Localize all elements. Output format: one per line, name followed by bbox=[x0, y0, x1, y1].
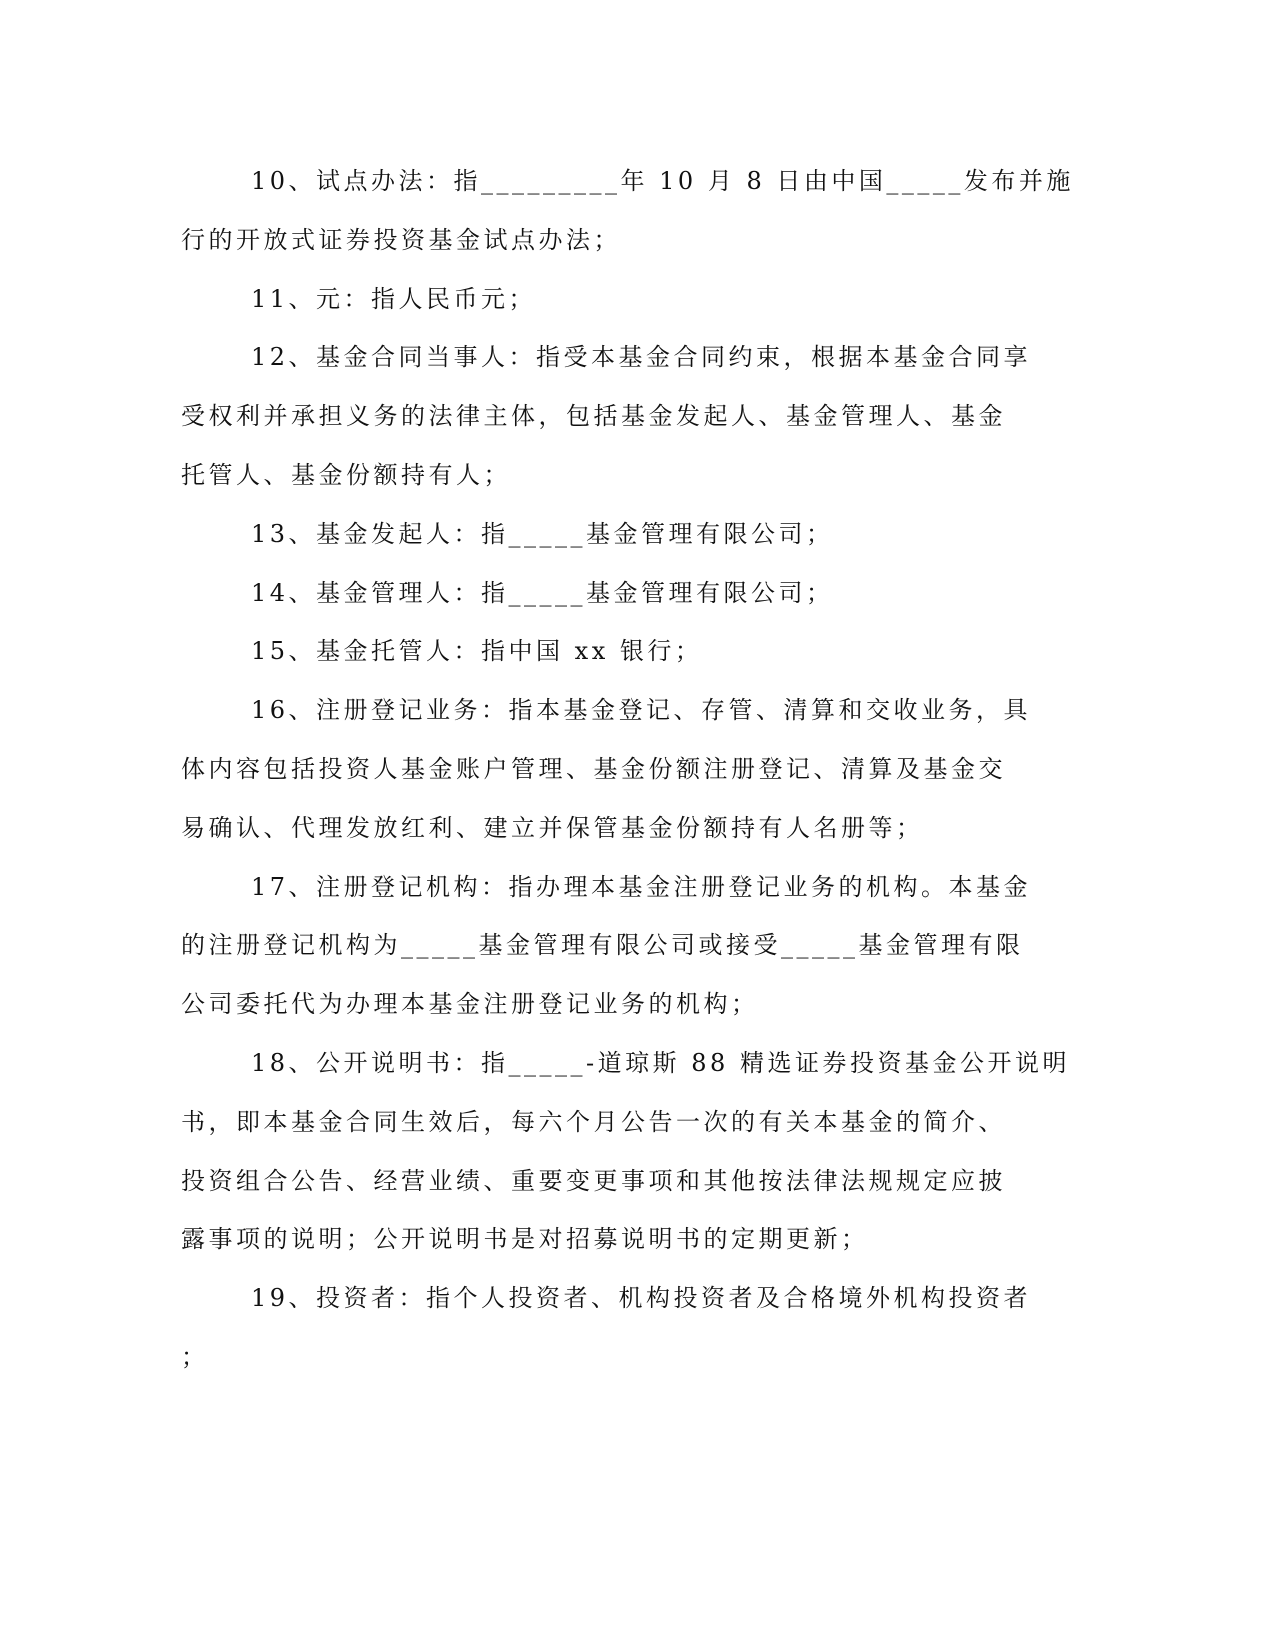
paragraph-line: 投资组合公告、经营业绩、重要变更事项和其他按法律法规规定应披 bbox=[181, 1166, 1006, 1195]
paragraph-first-line: 18、公开说明书：指_____-道琼斯 88 精选证券投资基金公开说明 bbox=[251, 1049, 1070, 1077]
paragraph-line: 的注册登记机构为_____基金管理有限公司或接受_____基金管理有限 bbox=[181, 931, 1024, 960]
paragraph-first-line: 16、注册登记业务：指本基金登记、存管、清算和交收业务，具 bbox=[251, 696, 1032, 725]
paragraph-line: 书，即本基金合同生效后，每六个月公告一次的有关本基金的简介、 bbox=[181, 1107, 1006, 1136]
paragraph-first-line: 11、元：指人民币元； bbox=[251, 284, 537, 313]
paragraph-first-line: 13、基金发起人：指_____基金管理有限公司； bbox=[251, 519, 834, 548]
paragraph-first-line: 12、基金合同当事人：指受本基金合同约束，根据本基金合同享 bbox=[251, 343, 1032, 372]
paragraph-first-line: 15、基金托管人：指中国 xx 银行； bbox=[251, 637, 703, 666]
paragraph-first-line: 14、基金管理人：指_____基金管理有限公司； bbox=[251, 578, 834, 607]
paragraph-first-line: 17、注册登记机构：指办理本基金注册登记业务的机构。本基金 bbox=[251, 872, 1032, 901]
paragraph-line: 行的开放式证券投资基金试点办法； bbox=[181, 225, 621, 254]
paragraph-first-line: 19、投资者：指个人投资者、机构投资者及合格境外机构投资者 bbox=[251, 1284, 1032, 1313]
paragraph-line: 体内容包括投资人基金账户管理、基金份额注册登记、清算及基金交 bbox=[181, 755, 1006, 783]
paragraph-line: 易确认、代理发放红利、建立并保管基金份额持有人名册等； bbox=[181, 813, 924, 842]
paragraph-line: 受权利并承担义务的法律主体，包括基金发起人、基金管理人、基金 bbox=[181, 402, 1006, 431]
paragraph-line: 托管人、基金份额持有人； bbox=[181, 461, 511, 489]
paragraph-line: 露事项的说明；公开说明书是对招募说明书的定期更新； bbox=[181, 1225, 869, 1254]
paragraph-first-line: 10、试点办法：指_________年 10 月 8 日由中国_____发布并施 bbox=[251, 167, 1074, 195]
paragraph-line: 公司委托代为办理本基金注册登记业务的机构； bbox=[181, 990, 759, 1019]
paragraph-line: ； bbox=[181, 1343, 209, 1371]
